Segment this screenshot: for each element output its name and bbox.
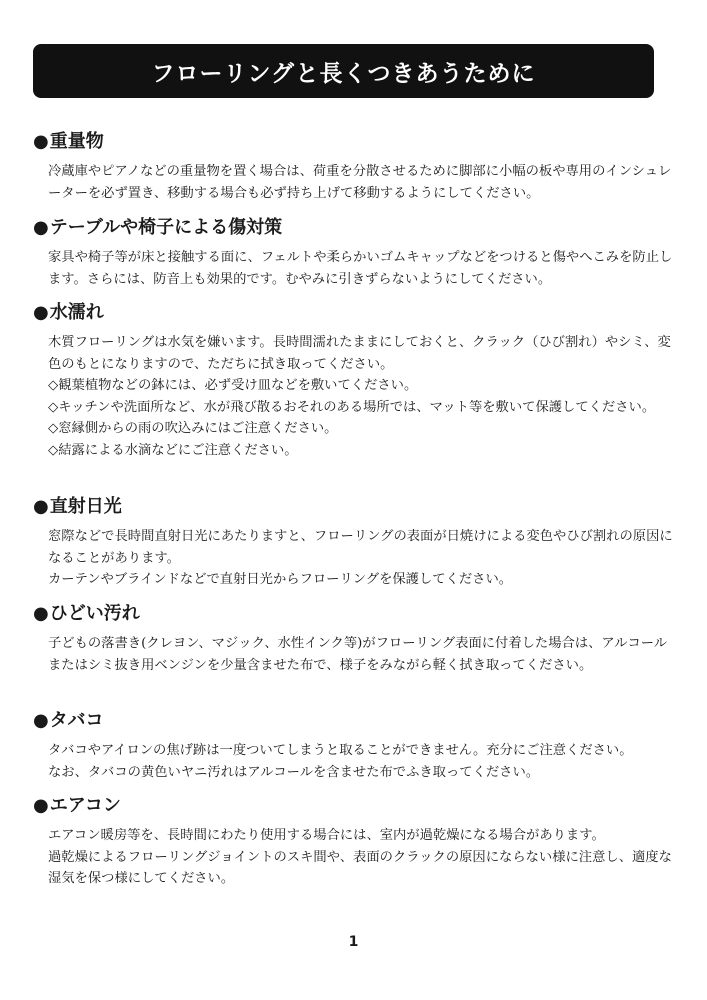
section-body bbox=[48, 332, 673, 461]
title-banner bbox=[33, 44, 654, 98]
paragraph: カーテンやブラインドなどで直射日光からフローリングを保護してください。 bbox=[48, 572, 513, 587]
section-heading bbox=[33, 300, 673, 326]
bullet-icon: ● bbox=[33, 217, 49, 238]
section-body bbox=[48, 740, 673, 783]
section-body bbox=[48, 825, 673, 890]
section-heading bbox=[33, 601, 673, 627]
section-heading-text: ひどい汚れ bbox=[49, 603, 140, 624]
bullet-icon: ● bbox=[33, 302, 49, 323]
section-heading bbox=[33, 708, 673, 734]
bullet-icon: ● bbox=[33, 795, 49, 816]
paragraph: なお、タバコの黄色いヤニ汚れはアルコールを含ませた布でふき取ってください。 bbox=[48, 764, 540, 780]
section-heading-text: エアコン bbox=[49, 795, 121, 816]
section-tobacco bbox=[33, 708, 673, 783]
section-heading bbox=[33, 215, 673, 241]
section-dirt bbox=[33, 601, 673, 676]
page-title: フローリングと長くつきあうために bbox=[151, 60, 536, 87]
section-aircon bbox=[33, 793, 673, 890]
paragraph: タバコやアイロンの焦げ跡は一度ついてしまうと取ることができません。充分にご注意ください。 bbox=[48, 743, 633, 758]
list-item: ◇キッチンや洗面所など、水が飛び散るおそれのある場所では、マット等を敷いて保護してください。 bbox=[48, 399, 656, 415]
section-body bbox=[48, 247, 673, 290]
bullet-icon: ● bbox=[33, 603, 49, 624]
section-heading bbox=[33, 494, 673, 520]
section-body bbox=[48, 161, 673, 204]
section-heading bbox=[33, 129, 673, 155]
paragraph: 家具や椅子等が床と接触する面に、フェルトや柔らかいゴムキャップなどをつけると傷やへこみを防止します。さらには、防音上も効果的です。むやみに引きずらないようにしてください。 bbox=[48, 250, 673, 287]
bullet-icon: ● bbox=[33, 710, 49, 731]
section-heading-text: タバコ bbox=[49, 710, 104, 731]
section-table-chair bbox=[33, 215, 673, 290]
section-body bbox=[48, 526, 673, 591]
list-item: ◇観葉植物などの鉢には、必ず受け皿などを敷いてください。 bbox=[48, 378, 418, 393]
list-item: ◇窓縁側からの雨の吹込みにはご注意ください。 bbox=[48, 421, 338, 436]
bullet-icon: ● bbox=[33, 131, 49, 152]
section-sunlight bbox=[33, 494, 673, 591]
section-heading-text: 水濡れ bbox=[49, 302, 104, 323]
section-heading-text: 重量物 bbox=[49, 131, 104, 152]
section-heading-text: 直射日光 bbox=[49, 496, 122, 517]
section-heading bbox=[33, 793, 673, 819]
paragraph: 子どもの落書き(クレヨン、マジック、水性インク等)がフローリング表面に付着した場合は、アルコールまたはシミ抜き用ベンジンを少量含ませた布で、様子をみながら軽く拭き取ってください。 bbox=[48, 636, 668, 673]
section-water bbox=[33, 300, 673, 461]
list-item: ◇結露による水滴などにご注意ください。 bbox=[48, 442, 298, 458]
paragraph: エアコン暖房等を、長時間にわたり使用する場合には、室内が過乾燥になる場合があります。 bbox=[48, 828, 605, 843]
paragraph: 木質フローリングは水気を嫌います。長時間濡れたままにしておくと、クラック（ひび割れ）やシミ、変色のもとになりますので、ただちに拭き取ってください。 bbox=[48, 335, 671, 372]
section-heavy-objects bbox=[33, 129, 673, 204]
section-body bbox=[48, 633, 673, 676]
section-heading-text: テーブルや椅子による傷対策 bbox=[49, 217, 283, 238]
paragraph: 窓際などで長時間直射日光にあたりますと、フローリングの表面が日焼けによる変色やひび割れの原因になることがあります。 bbox=[48, 529, 673, 566]
paragraph: 過乾燥によるフローリングジョイントのスキ間や、表面のクラックの原因にならない様に注意し、適度な湿気を保つ様にしてください。 bbox=[48, 849, 672, 886]
bullet-icon: ● bbox=[33, 496, 49, 517]
paragraph: 冷蔵庫やピアノなどの重量物を置く場合は、荷重を分散させるために脚部に小幅の板や専用のインシュレーターを必ず置き、移動する場合も必ず持ち上げて移動するようにしてください。 bbox=[48, 164, 672, 201]
page-number: 1 bbox=[348, 934, 359, 950]
